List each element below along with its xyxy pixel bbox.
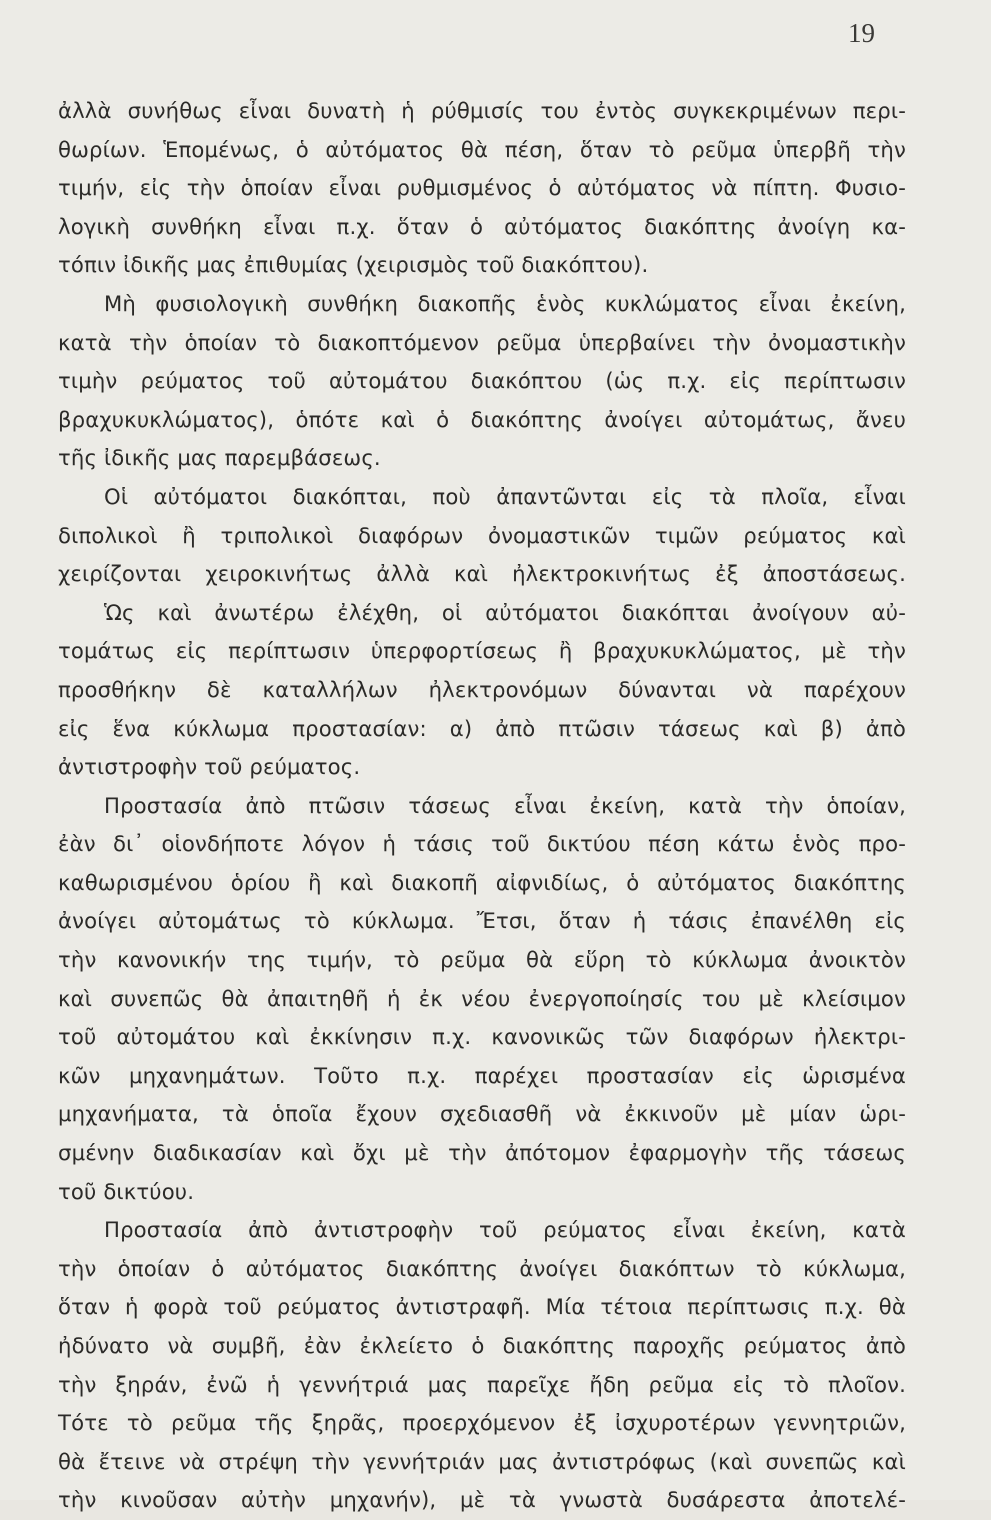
text-line: θὰ ἔτεινε νὰ στρέψη τὴν γεννήτριάν μας ἀντιστρόφως (καὶ συνεπῶς καὶ (58, 1448, 906, 1474)
text-line: χειρίζονται χειροκινήτως ἀλλὰ καὶ ἠλεκτροκινήτως ἐξ ἀποστάσεως. (58, 561, 906, 587)
text-line: ἀντιστροφὴν τοῦ ρεύματος. (58, 754, 361, 780)
text-line: τῆς ἰδικῆς μας παρεμβάσεως. (58, 445, 381, 471)
text-line: κῶν μηχανημάτων. Τοῦτο π.χ. παρέχει προστασίαν εἰς ὡρισμένα (58, 1062, 906, 1088)
body-text (58, 92, 906, 1520)
text-line: τομάτως εἰς περίπτωσιν ὑπερφορτίσεως ἢ βραχυκυκλώματος, μὲ τὴν (58, 638, 906, 664)
text-line: Προστασία ἀπὸ πτῶσιν τάσεως εἶναι ἐκείνη, κατὰ τὴν ὁποίαν, (104, 792, 906, 818)
text-line: σμένην διαδικασίαν καὶ ὄχι μὲ τὴν ἀπότομον ἐφαρμογὴν τῆς τάσεως (58, 1140, 906, 1166)
text-line: καὶ συνεπῶς θὰ ἀπαιτηθῆ ἡ ἐκ νέου ἐνεργοποίησίς του μὲ κλείσιμον (58, 985, 906, 1011)
text-line: τὴν ξηράν, ἐνῶ ἡ γεννήτριά μας παρεῖχε ἤδη ρεῦμα εἰς τὸ πλοῖον. (58, 1371, 906, 1397)
text-line: τιμὴν ρεύματος τοῦ αὐτομάτου διακόπτου (ὡς π.χ. εἰς περίπτωσιν (58, 368, 906, 394)
text-line: λογικὴ συνθήκη εἶναι π.χ. ὅταν ὁ αὐτόματος διακόπτης ἀνοίγη κα- (58, 213, 906, 239)
text-line: τιμήν, εἰς τὴν ὁποίαν εἶναι ρυθμισμένος ὁ αὐτόματος νὰ πίπτη. Φυσιο- (58, 175, 906, 201)
text-line: εἰς ἕνα κύκλωμα προστασίαν: α) ἀπὸ πτῶσιν τάσεως καὶ β) ἀπὸ (58, 715, 906, 741)
text-line: προσθήκην δὲ καταλλήλων ἠλεκτρονόμων δύνανται νὰ παρέχουν (58, 676, 906, 702)
text-line: διπολικοὶ ἢ τριπολικοὶ διαφόρων ὀνομαστικῶν τιμῶν ρεύματος καὶ (58, 522, 906, 548)
text-line: ὅταν ἡ φορὰ τοῦ ρεύματος ἀντιστραφῆ. Μία τέτοια περίπτωσις π.χ. θὰ (58, 1294, 906, 1320)
text-line: θωρίων. Ἑπομένως, ὁ αὐτόματος θὰ πέση, ὅταν τὸ ρεῦμα ὑπερβῆ τὴν (58, 136, 906, 162)
text-line: ἀνοίγει αὐτομάτως τὸ κύκλωμα. Ἔτσι, ὅταν ἡ τάσις ἐπανέλθη εἰς (58, 908, 906, 934)
text-line: τόπιν ἰδικῆς μας ἐπιθυμίας (χειρισμὸς τοῦ διακόπτου). (58, 252, 649, 278)
text-line: Μὴ φυσιολογικὴ συνθήκη διακοπῆς ἑνὸς κυκλώματος εἶναι ἐκείνη, (104, 290, 906, 316)
text-line: τὴν κινοῦσαν αὐτὴν μηχανήν), μὲ τὰ γνωστὰ δυσάρεστα ἀποτελέ- (58, 1487, 906, 1513)
text-line: καθωρισμένου ὁρίου ἢ καὶ διακοπῆ αἰφνιδίως, ὁ αὐτόματος διακόπτης (58, 869, 906, 895)
text-line: Προστασία ἀπὸ ἀντιστροφὴν τοῦ ρεύματος εἶναι ἐκείνη, κατὰ (104, 1217, 906, 1243)
text-line: τοῦ δικτύου. (58, 1178, 195, 1204)
text-line: Ὡς καὶ ἀνωτέρω ἐλέχθη, οἱ αὐτόματοι διακόπται ἀνοίγουν αὐ- (104, 599, 906, 625)
page-number: 19 (848, 18, 875, 48)
text-line: ἐὰν δι᾽ οἱονδήποτε λόγον ἡ τάσις τοῦ δικτύου πέση κάτω ἑνὸς προ- (58, 831, 906, 857)
text-line: Τότε τὸ ρεῦμα τῆς ξηρᾶς, προερχόμενον ἐξ ἰσχυροτέρων γεννητριῶν, (58, 1410, 906, 1436)
text-line: βραχυκυκλώματος), ὁπότε καὶ ὁ διακόπτης ἀνοίγει αὐτομάτως, ἄνευ (58, 406, 906, 432)
text-line: κατὰ τὴν ὁποίαν τὸ διακοπτόμενον ρεῦμα ὑπερβαίνει τὴν ὀνομαστικὴν (58, 329, 906, 355)
text-line: Οἱ αὐτόματοι διακόπται, ποὺ ἀπαντῶνται εἰς τὰ πλοῖα, εἶναι (104, 483, 906, 509)
text-line: ἀλλὰ συνήθως εἶναι δυνατὴ ἡ ρύθμισίς του ἐντὸς συγκεκριμένων περι- (58, 98, 906, 123)
text-line: μηχανήματα, τὰ ὁποῖα ἔχουν σχεδιασθῆ νὰ ἐκκινοῦν μὲ μίαν ὡρι- (58, 1101, 906, 1127)
text-line: τοῦ αὐτομάτου καὶ ἐκκίνησιν π.χ. κανονικῶς τῶν διαφόρων ἠλεκτρι- (58, 1024, 906, 1050)
text-line: ἠδύνατο νὰ συμβῆ, ἐὰν ἐκλείετο ὁ διακόπτης παροχῆς ρεύματος ἀπὸ (58, 1333, 906, 1358)
text-line: τὴν κανονικήν της τιμήν, τὸ ρεῦμα θὰ εὕρη τὸ κύκλωμα ἀνοικτὸν (58, 947, 906, 973)
text-line: τὴν ὁποίαν ὁ αὐτόματος διακόπτης ἀνοίγει διακόπτων τὸ κύκλωμα, (58, 1255, 906, 1281)
